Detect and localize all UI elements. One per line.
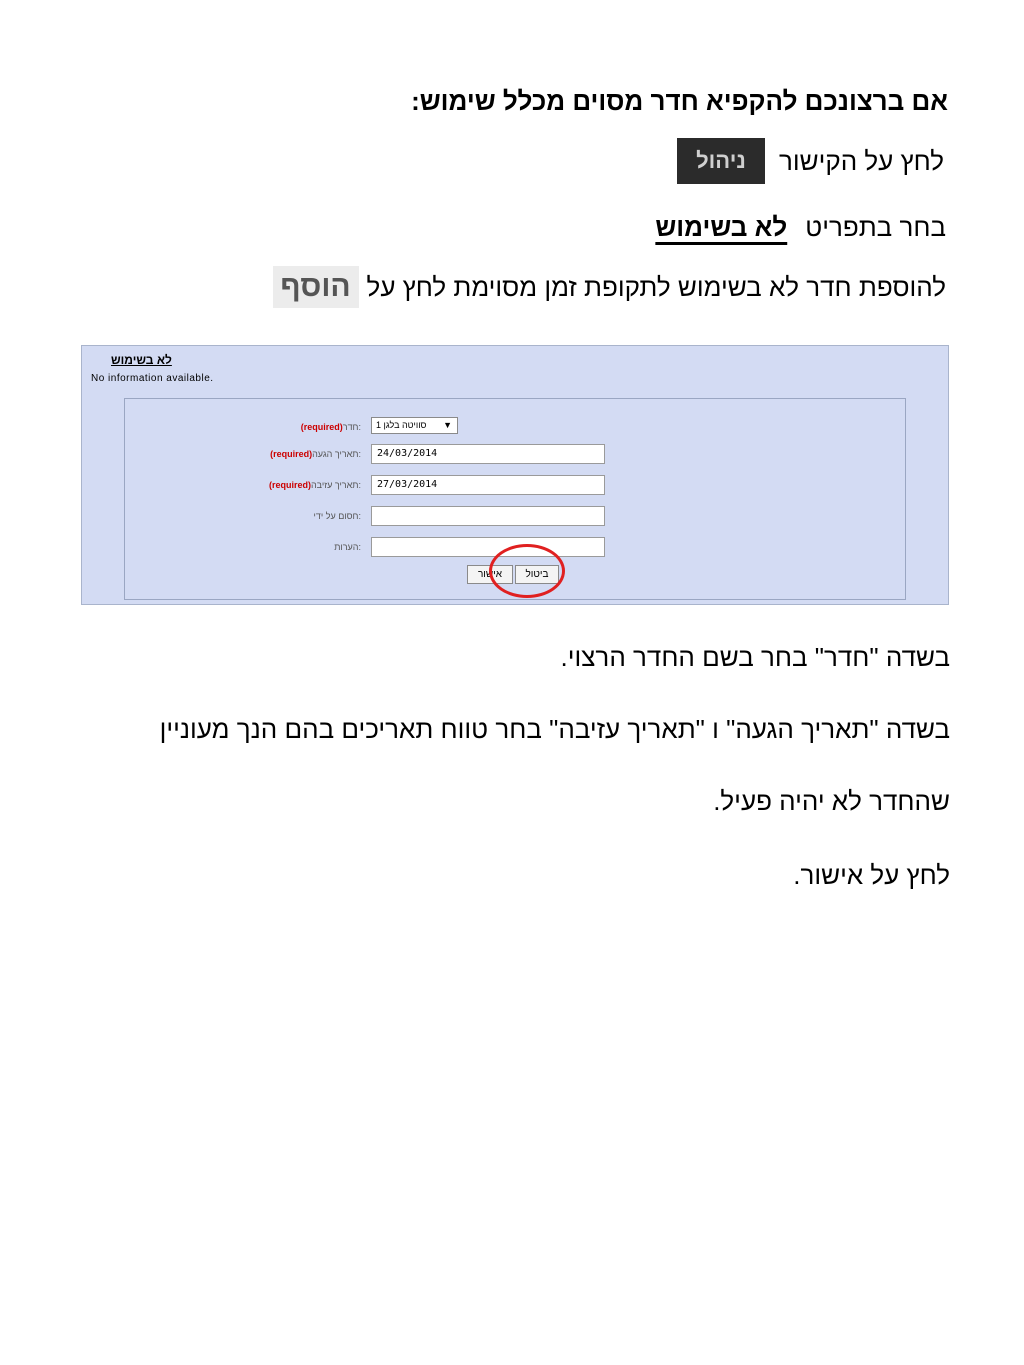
dropdown-arrow-icon: ▼ [443, 420, 452, 430]
step-click-link-text: לחץ על הקישור [778, 145, 944, 176]
add-button-image: הוסף [273, 266, 359, 308]
arrival-label [266, 449, 361, 459]
departure-label [265, 480, 361, 490]
arrival-date-field[interactable]: 24/03/2014 [371, 444, 605, 464]
room-select-value: סוויטה בלגן 1 [376, 420, 427, 430]
screenshot-title: לא בשימוש [111, 353, 172, 367]
required-marker: (required) [300, 422, 343, 432]
blocked-by-field[interactable] [371, 506, 605, 526]
not-in-use-menu-item: לא בשימוש [655, 212, 788, 242]
manage-button-image: ניהול [677, 138, 765, 184]
step-choose-menu [639, 212, 946, 243]
paragraph-dates: בשדה "תאריך הגעה" ו "תאריך עזיבה" בחר טווח תאריכים בהם הנך מעוניין [159, 714, 950, 744]
blocked-by-label: :חסום על ידי [313, 511, 361, 521]
step-add [273, 266, 946, 308]
step-click-link [677, 138, 944, 184]
departure-date-field[interactable]: 27/03/2014 [371, 475, 605, 495]
arrival-label-text: :תאריך הגעה [312, 449, 361, 459]
step-choose-menu-text: בחר בתפריט [805, 212, 946, 242]
highlight-circle [489, 544, 565, 598]
form-screenshot [81, 345, 949, 605]
required-marker: (required) [268, 480, 311, 490]
cancel-button[interactable]: ביטול [515, 565, 559, 584]
paragraph-confirm: לחץ על אישור. [793, 860, 950, 890]
paragraph-room: בשדה "חדר" בחר בשם החדר הרצוי. [560, 642, 950, 672]
room-select[interactable] [371, 417, 458, 434]
paragraph-inactive: שהחדר לא יהיה פעיל. [713, 786, 950, 816]
heading: אם ברצונכם להקפיא חדר מסוים מכלל שימוש: [411, 86, 948, 116]
required-marker: (required) [270, 449, 313, 459]
room-label [297, 422, 361, 432]
room-label-text: :חדר [342, 422, 361, 432]
notes-field[interactable] [371, 537, 605, 557]
screenshot-info: No information available. [91, 373, 214, 384]
departure-label-text: :תאריך עזיבה [310, 480, 361, 490]
confirm-button[interactable]: אישור [467, 565, 513, 584]
notes-label: :הערות [334, 542, 361, 552]
form-panel [124, 398, 906, 600]
step-add-text: להוספת חדר לא בשימוש לתקופת זמן מסוימת לחץ על [366, 271, 946, 302]
